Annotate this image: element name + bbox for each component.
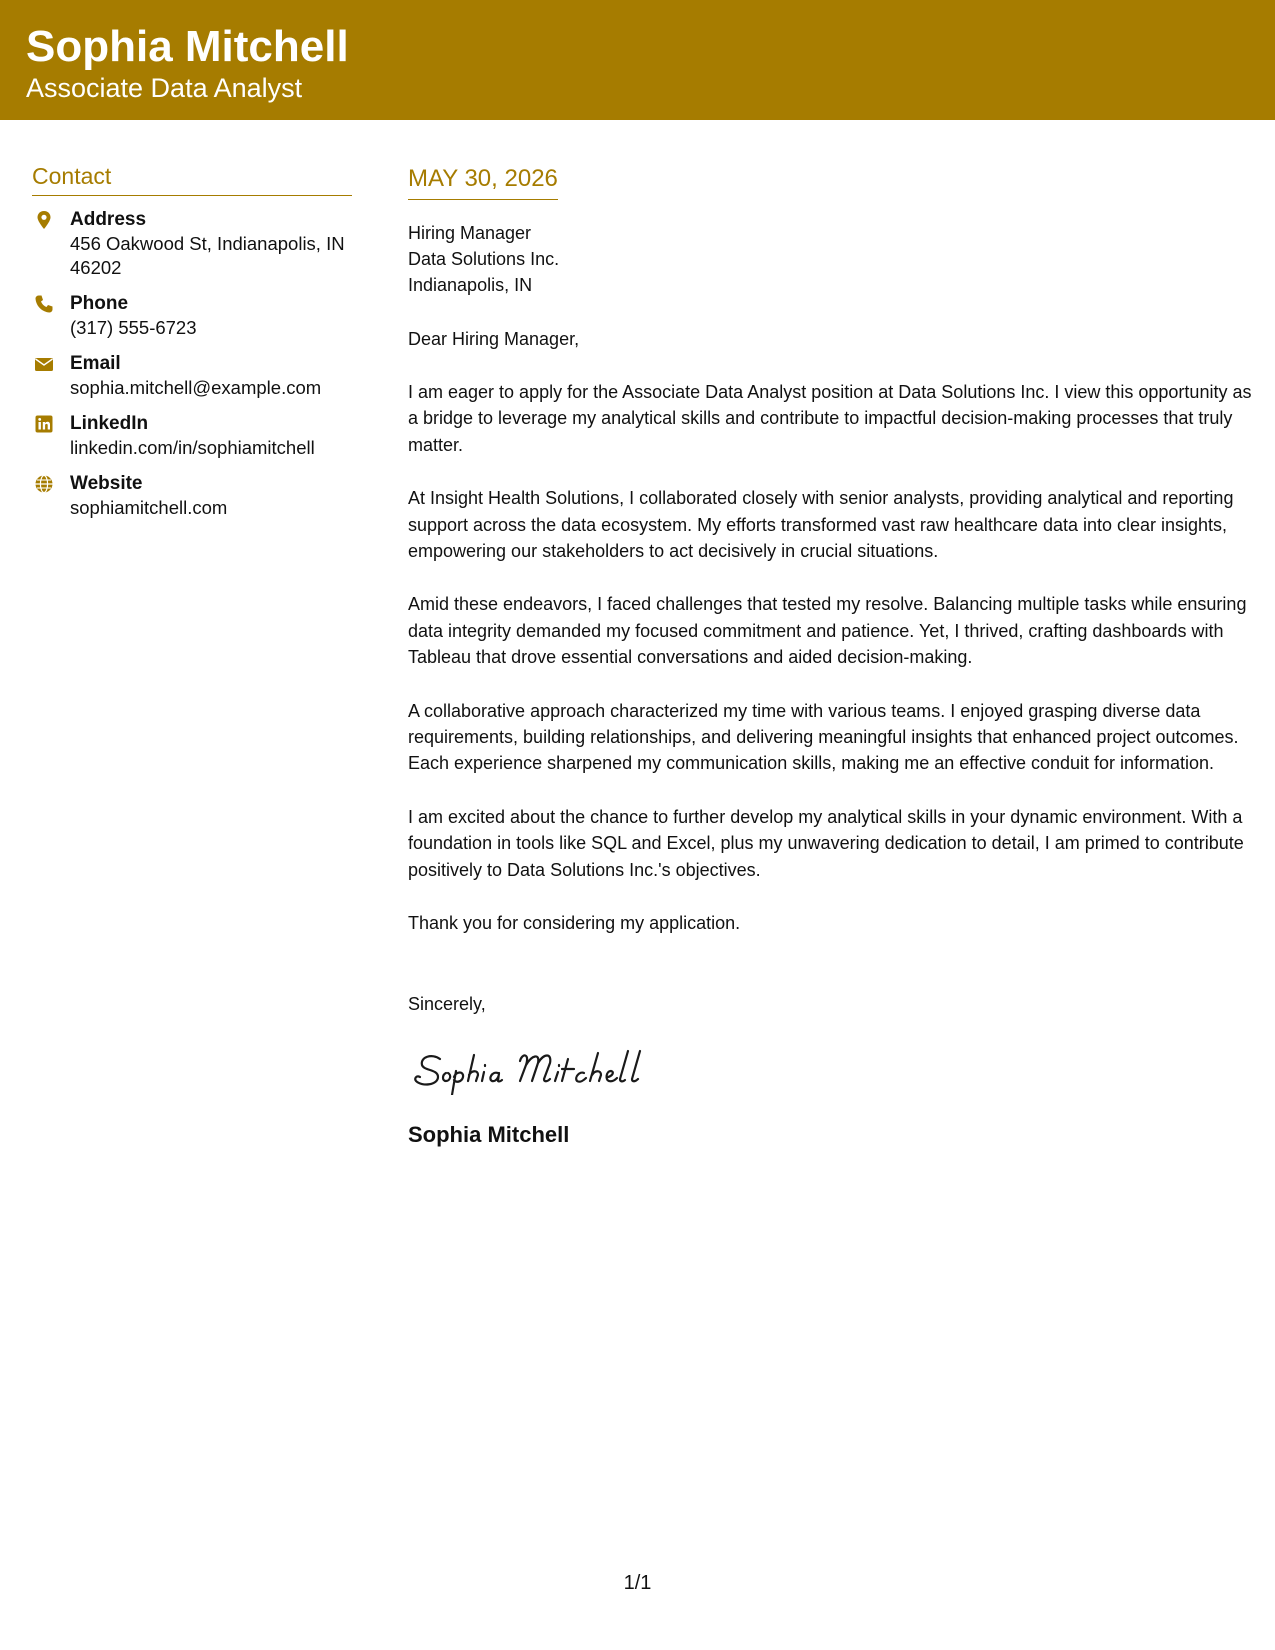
page-number: 1/1 bbox=[623, 1572, 652, 1594]
recipient-block bbox=[408, 220, 1253, 298]
contact-website bbox=[32, 472, 352, 520]
recipient-name: Hiring Manager bbox=[408, 223, 532, 243]
contact-heading: Contact bbox=[32, 163, 352, 196]
greeting: Dear Hiring Manager, bbox=[408, 329, 580, 349]
contact-linkedin bbox=[32, 412, 352, 460]
contact-sidebar bbox=[32, 163, 352, 532]
address-label: Address bbox=[70, 209, 147, 230]
phone-value: (317) 555-6723 bbox=[70, 317, 197, 338]
closing: Sincerely, bbox=[408, 993, 486, 1014]
linkedin-label: LinkedIn bbox=[70, 413, 149, 434]
recipient-company: Data Solutions Inc. bbox=[408, 249, 560, 269]
globe-icon bbox=[34, 474, 54, 494]
letter-body bbox=[408, 165, 1253, 1148]
paragraph-6: Thank you for considering my application. bbox=[408, 913, 741, 934]
paragraph-3: Amid these endeavors, I faced challenges that tested my resolve. Balancing multiple tasks while ensuring data integrity demanded my focused commitment and patience. Yet, I thrived, crafting dashboards with Tableau that drove essential conversations and aided decision-making. bbox=[408, 594, 1247, 668]
paragraph-1: I am eager to apply for the Associate Data Analyst position at Data Solutions Inc. I view this opportunity as a bridge to leverage my analytical skills and contribute to impactful decision-making processes that truly matter. bbox=[408, 382, 1252, 455]
applicant-name: Sophia Mitchell bbox=[26, 22, 349, 71]
website-value[interactable]: sophiamitchell.com bbox=[70, 497, 228, 518]
email-value: sophia.mitchell@example.com bbox=[70, 377, 322, 398]
recipient-location: Indianapolis, IN bbox=[408, 275, 533, 295]
contact-email bbox=[32, 352, 352, 400]
envelope-icon bbox=[34, 354, 54, 374]
phone-icon bbox=[34, 294, 54, 314]
website-label: Website bbox=[70, 473, 143, 494]
paragraph-5: I am excited about the chance to further develop my analytical skills in your dynamic environment. With a foundation in tools like SQL and Excel, plus my unwavering dedication to detail, I am primed to contribute positively to Data Solutions Inc.'s objectives. bbox=[408, 806, 1244, 880]
handwritten-signature bbox=[412, 1039, 672, 1095]
paragraph-4: A collaborative approach characterized my time with various teams. I enjoyed grasping diverse data requirements, building relationships, and delivering meaningful insights that enhanced project outcomes. Each experience sharpened my communication skills, making me an effective conduit for information. bbox=[408, 700, 1239, 774]
linkedin-icon bbox=[34, 414, 54, 434]
contact-phone bbox=[32, 292, 352, 340]
email-label: Email bbox=[70, 353, 121, 374]
paragraph-2: At Insight Health Solutions, I collaborated closely with senior analysts, providing analytical and reporting support across the data ecosystem. My efforts transformed vast raw healthcare data into clear insights, empowering our stakeholders to act decisively in crucial situations. bbox=[408, 488, 1234, 562]
header-banner bbox=[0, 0, 1275, 120]
map-pin-icon bbox=[34, 210, 54, 230]
signer-name: Sophia Mitchell bbox=[408, 1121, 570, 1147]
contact-address bbox=[32, 208, 352, 280]
letter-date: MAY 30, 2026 bbox=[408, 165, 558, 200]
address-value: 456 Oakwood St, Indianapolis, IN 46202 bbox=[70, 233, 345, 278]
linkedin-value[interactable]: linkedin.com/in/sophiamitchell bbox=[70, 437, 315, 458]
applicant-job-title: Associate Data Analyst bbox=[26, 73, 303, 103]
phone-label: Phone bbox=[70, 293, 129, 314]
